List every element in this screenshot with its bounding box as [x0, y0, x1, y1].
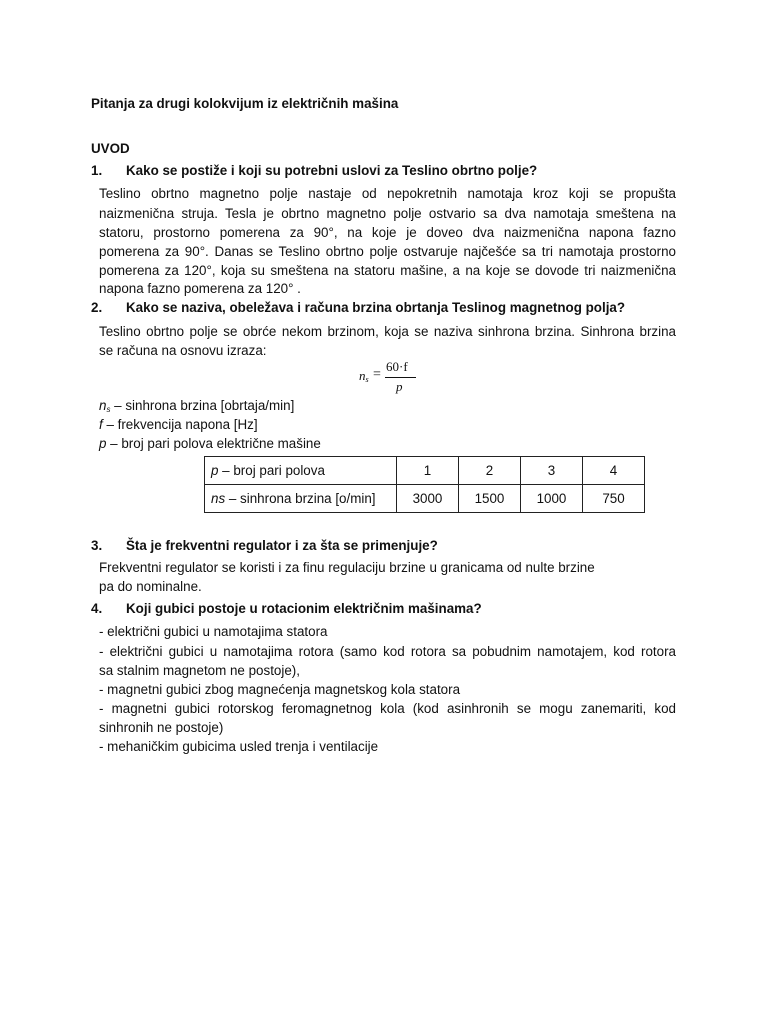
q3-answer-line: Frekventni regulator se koristi i za finu regulaciju brzine u granicama od nulte brzine: [99, 560, 595, 575]
q3-question: Šta je frekventni regulator i za šta se primenjuje?: [126, 538, 438, 553]
synchronous-speed-formula: [356, 357, 426, 399]
q1-answer-line: Teslino obrtno magnetno polje nastaje od nepokretnih namotaja kroz koji se propušta: [99, 186, 676, 201]
table-cell: 1000: [521, 485, 583, 513]
formula-denominator: p: [396, 379, 403, 394]
q4-answer-line: - magnetni gubici rotorskog feromagnetnog kola (kod asinhronih se mogu zanemariti, kod: [99, 701, 676, 716]
formula-fraction-bar: [385, 377, 416, 378]
q1-answer-line: pomerena za 120°, koja su smeštena na statoru mašine, a na koje se dovode tri naizmenična: [99, 263, 676, 278]
section-heading: UVOD: [91, 141, 130, 156]
definition-p: p – broj pari polova električne mašine: [99, 436, 321, 451]
table-row-label: p – broj pari polova: [205, 457, 397, 485]
q3-answer-line: pa do nominalne.: [99, 579, 202, 594]
q4-answer-line: sinhronih ne postoje): [99, 720, 224, 735]
table-row: [205, 485, 645, 513]
q1-answer-line: naizmenična struja. Tesla je obrtno magnetno polje ostvario sa dva namotaja smeštena na: [99, 206, 676, 221]
formula-lhs: $n_s$: [359, 368, 369, 384]
formula-equals: =: [373, 367, 381, 382]
table-cell: 3: [521, 457, 583, 485]
table-row-label: ns – sinhrona brzina [o/min]: [205, 485, 397, 513]
q1-question: Kako se postiže i koji su potrebni uslovi za Teslino obrtno polje?: [126, 163, 538, 178]
q4-question: Koji gubici postoje u rotacionim električnim mašinama?: [126, 601, 482, 616]
q1-answer-line: statoru, prostorno pomerena za 90°, na koje je doveo dva naizmenična napona fazno: [99, 225, 676, 240]
table-cell: 750: [583, 485, 645, 513]
q2-question: Kako se naziva, obeležava i računa brzina obrtanja Teslinog magnetnog polja?: [126, 300, 626, 315]
q4-answer-line: - električni gubici u namotajima rotora (samo kod rotora sa pobudnim namotajem, kod rotora: [99, 644, 676, 659]
q1-number: 1.: [91, 163, 103, 178]
q2-answer-line: se računa na osnovu izraza:: [99, 343, 267, 358]
q4-answer-line: sa stalnim magnetom ne postoje),: [99, 663, 300, 678]
formula-numerator: 60·f: [386, 359, 408, 374]
q1-answer-line: pomerena za 90°. Danas se Teslino obrtno polje ostvaruje najčešće sa tri namotaja prostorno: [99, 244, 676, 259]
q4-answer-line: - mehaničkim gubicima usled trenja i ventilacije: [99, 739, 379, 754]
table-cell: 2: [459, 457, 521, 485]
definition-f: f – frekvencija napona [Hz]: [99, 417, 258, 432]
table-cell: 4: [583, 457, 645, 485]
q4-answer-line: - električni gubici u namotajima statora: [99, 624, 328, 639]
table-cell: 3000: [397, 485, 459, 513]
table-cell: 1500: [459, 485, 521, 513]
q4-number: 4.: [91, 601, 103, 616]
q4-answer-line: - magnetni gubici zbog magnećenja magnetskog kola statora: [99, 682, 461, 697]
q1-answer-line: napona fazno pomerena za 120° .: [99, 281, 301, 296]
q3-number: 3.: [91, 538, 103, 553]
document-title: Pitanja za drugi kolokvijum iz električnih mašina: [91, 96, 399, 111]
q2-number: 2.: [91, 300, 103, 315]
definition-ns: $n_s$ – sinhrona brzina [obrtaja/min]: [99, 398, 295, 414]
q2-answer-line: Teslino obrtno polje se obrće nekom brzinom, koja se naziva sinhrona brzina. Sinhrona brzina: [99, 324, 676, 339]
table-cell: 1: [397, 457, 459, 485]
speed-table: [204, 456, 645, 513]
table-row: [205, 457, 645, 485]
